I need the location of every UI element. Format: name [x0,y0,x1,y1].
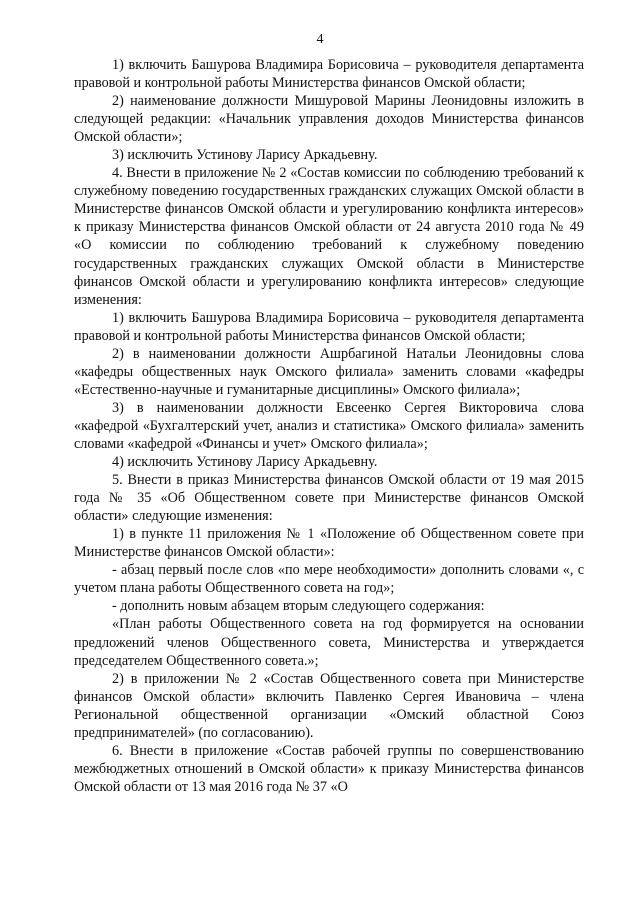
paragraph: 2) в приложении № 2 «Состав Общественного совета при Министерстве финансов Омской области» включить Павленко Сергея Ивановича – члена Региональной общественной организации «Омский областной Союз предпринимателей» (по согласованию). [74,670,584,741]
paragraph: 2) наименование должности Мишуровой Марины Леонидовны изложить в следующей редакции: «Начальник управления доходов Министерства финансов Омской области»; [74,93,584,146]
paragraph: 6. Внести в приложение «Состав рабочей группы по совершенствованию межбюджетных отношений в Омской области» к приказу Министерства финансов Омской области от 13 мая 2016 года № 37 «О [74,742,584,795]
paragraph: 4) исключить Устинову Ларису Аркадьевну. [112,454,378,471]
paragraph: 1) в пункте 11 приложения № 1 «Положение об Общественном совете при Министерстве финансов Омской области»: [74,526,584,561]
paragraph: - дополнить новым абзацем вторым следующего содержания: [112,598,485,615]
paragraph: 3) исключить Устинову Ларису Аркадьевну. [112,147,378,164]
paragraph: 2) в наименовании должности Ашрбагиной Натальи Леонидовны слова «кафедры общественных наук Омского филиала» заменить словами «кафедры «Естественно-научные и гуманитарные дисциплины» Омского филиала»; [74,345,584,398]
paragraph: 3) в наименовании должности Евсеенко Сергея Викторовича слова «кафедрой «Бухгалтерский учет, анализ и статистика» Омского филиала» заменить словами «кафедрой «Финансы и учет» Омского филиала»; [74,399,584,452]
paragraph: 1) включить Башурова Владимира Борисовича – руководителя департамента правовой и контрольной работы Министерства финансов Омской области; [74,57,584,92]
paragraph: 5. Внести в приказ Министерства финансов Омской области от 19 мая 2015 года № 35 «Об Общественном совете при Министерстве финансов Омской области» следующие изменения: [74,472,584,525]
page-number: 4 [316,32,324,47]
paragraph: 1) включить Башурова Владимира Борисовича – руководителя департамента правовой и контрольной работы Министерства финансов Омской области; [74,309,584,344]
paragraph: - абзац первый после слов «по мере необходимости» дополнить словами «, с учетом плана работы Общественного совета на год»; [74,562,584,597]
paragraph: 4. Внести в приложение № 2 «Состав комиссии по соблюдению требований к служебному поведению государственных гражданских служащих Омской области в Министерстве финансов Омской области и урегулированию конфликта интересов» к приказу Министерства финансов Омской области от 24 августа 2010 года № 49 «О комиссии по соблюдению требований к служебному поведению государственных гражданских служащих Омской области в Министерстве финансов Омской области и урегулированию конфликта интересов» следующие изменения: [74,165,584,308]
document-body [74,56,584,796]
paragraph: «План работы Общественного совета на год формируется на основании предложений членов Общественного совета, Министерства и утверждается председателем Общественного совета.»; [74,616,584,669]
